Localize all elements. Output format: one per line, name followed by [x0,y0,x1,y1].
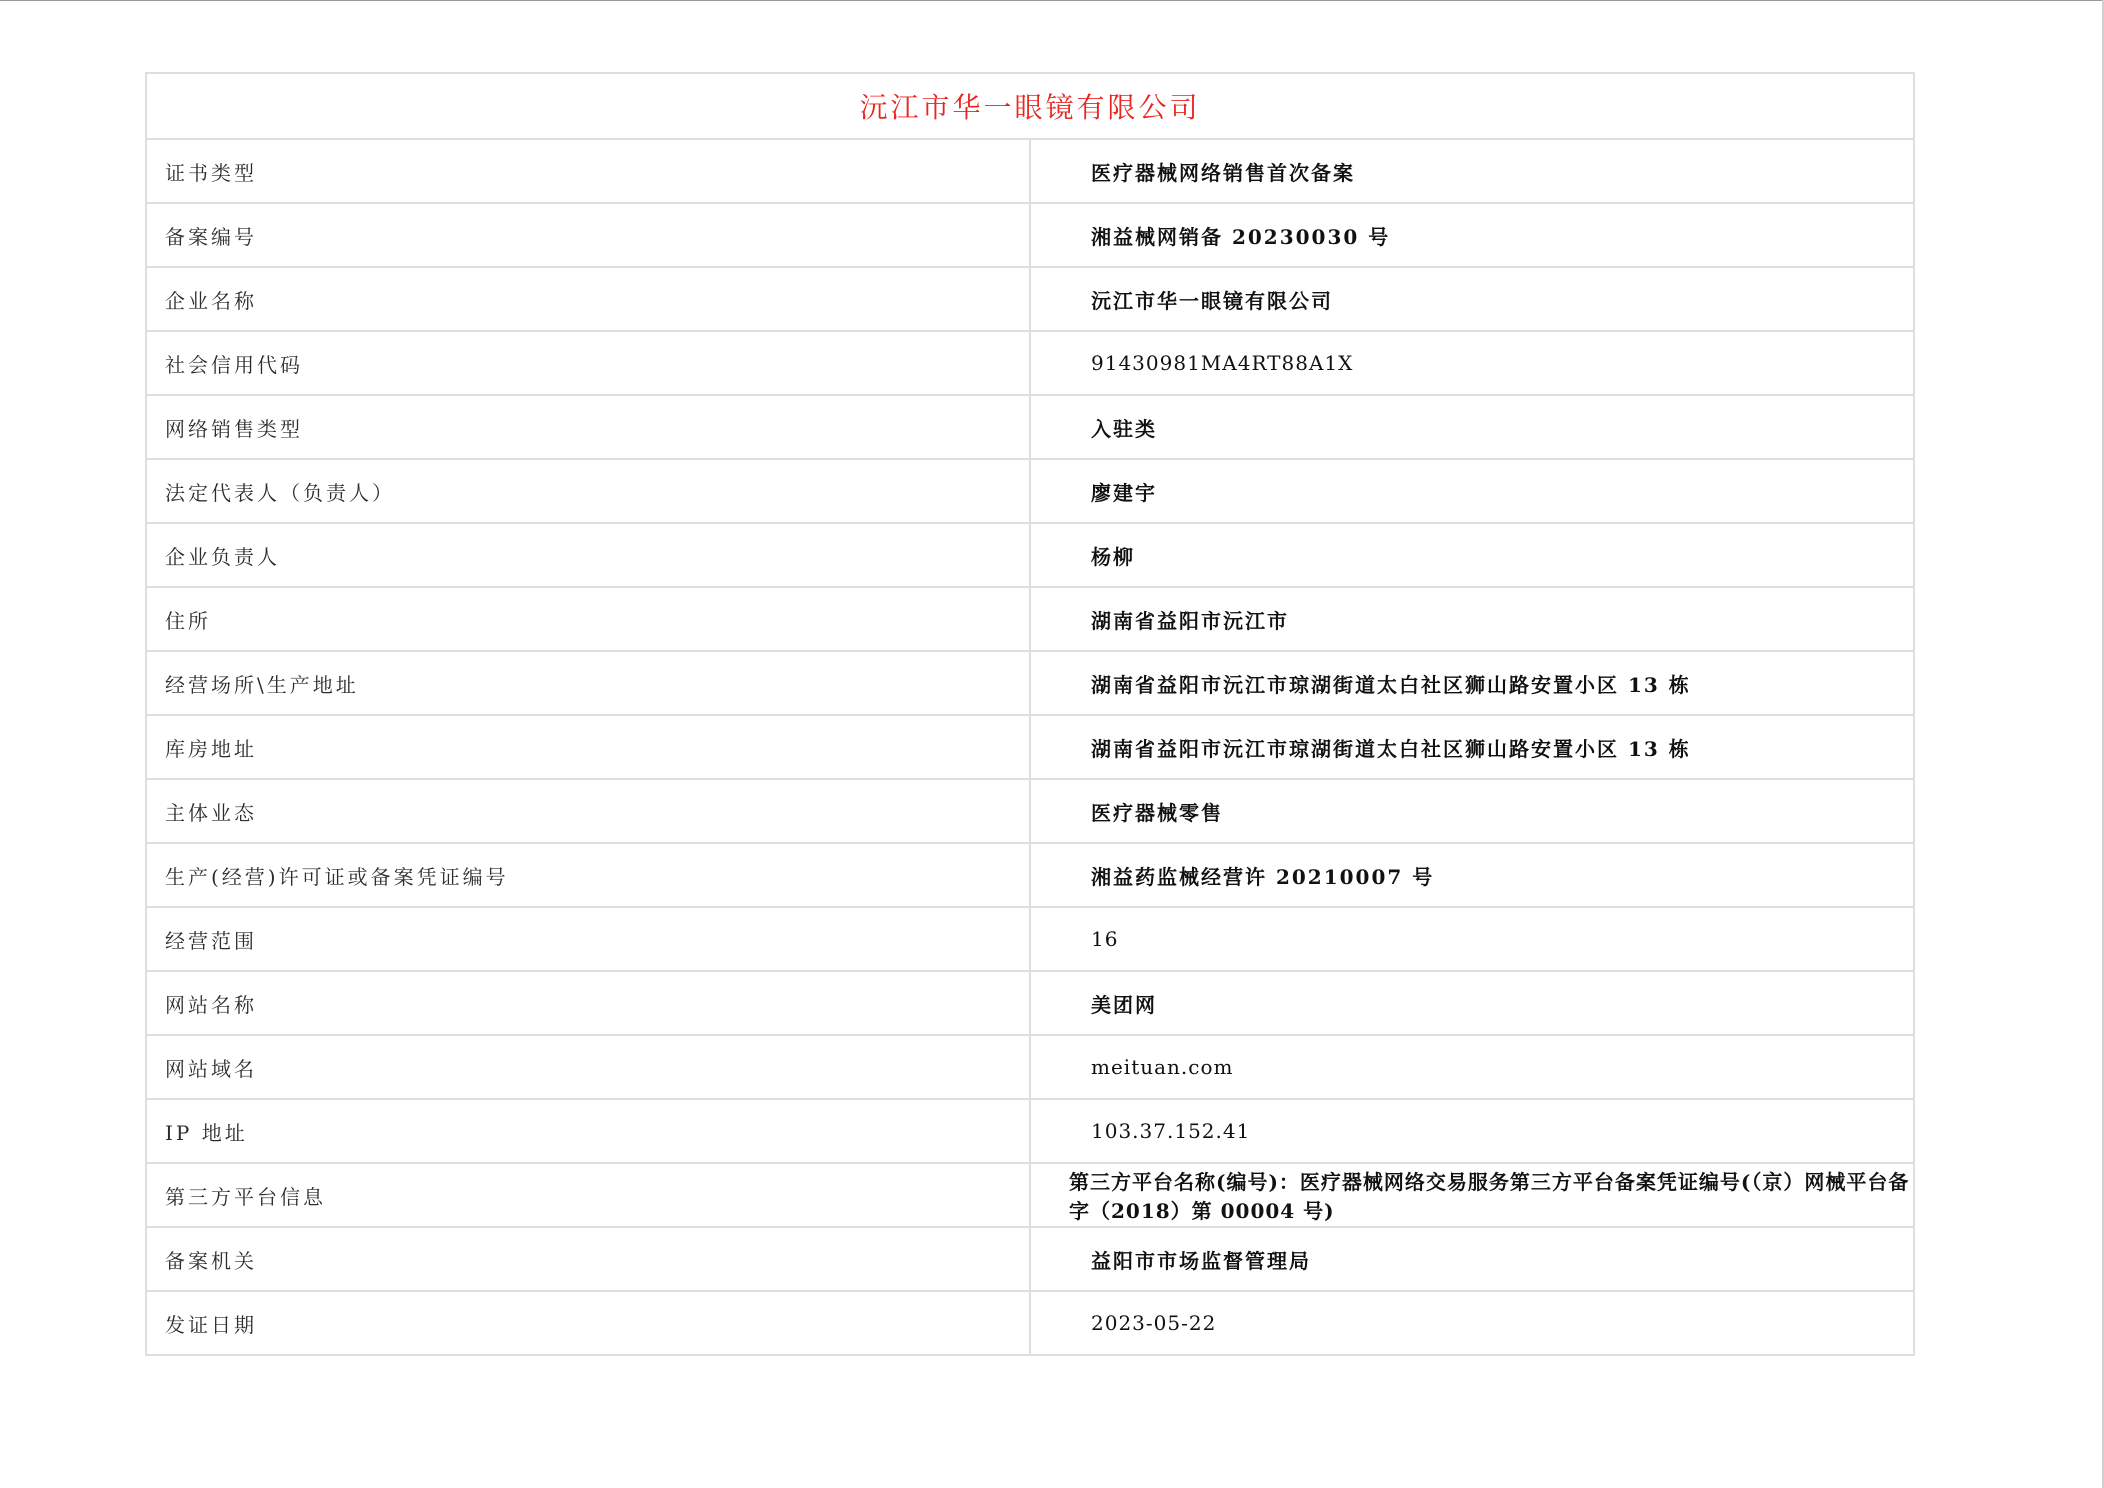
field-value-legal-rep: 廖建宇 [1030,459,1914,523]
field-value-third-party-platform: 第三方平台名称(编号)：医疗器械网络交易服务第三方平台备案凭证编号(（京）网械平台备字（2018）第 00004 号) [1030,1163,1914,1227]
field-label-sales-type: 网络销售类型 [146,395,1030,459]
table-row [146,1099,1914,1163]
table-row [146,843,1914,907]
field-label-company-head: 企业负责人 [146,523,1030,587]
field-label-license-no: 生产(经营)许可证或备案凭证编号 [146,843,1030,907]
field-label-company-name: 企业名称 [146,267,1030,331]
certificate-table [145,72,1915,1356]
field-value-warehouse-address: 湖南省益阳市沅江市琼湖街道太白社区狮山路安置小区 13 栋 [1030,715,1914,779]
field-label-business-scope: 经营范围 [146,907,1030,971]
field-label-warehouse-address: 库房地址 [146,715,1030,779]
field-value-company-name: 沅江市华一眼镜有限公司 [1030,267,1914,331]
table-row [146,203,1914,267]
field-label-record-no: 备案编号 [146,203,1030,267]
field-label-third-party-platform: 第三方平台信息 [146,1163,1030,1227]
field-value-license-no: 湘益药监械经营许 20210007 号 [1030,843,1914,907]
field-label-business-address: 经营场所\生产地址 [146,651,1030,715]
table-row [146,651,1914,715]
field-value-business-form: 医疗器械零售 [1030,779,1914,843]
field-label-legal-rep: 法定代表人（负责人） [146,459,1030,523]
table-row [146,331,1914,395]
table-row [146,907,1914,971]
field-label-website-name: 网站名称 [146,971,1030,1035]
field-value-issue-date: 2023-05-22 [1030,1291,1914,1355]
field-label-credit-code: 社会信用代码 [146,331,1030,395]
table-row [146,395,1914,459]
field-value-sales-type: 入驻类 [1030,395,1914,459]
table-row [146,1163,1914,1227]
field-label-ip-address: IP 地址 [146,1099,1030,1163]
table-row [146,1291,1914,1355]
field-value-website-name: 美团网 [1030,971,1914,1035]
field-value-website-domain: meituan.com [1030,1035,1914,1099]
table-row [146,139,1914,203]
table-row [146,459,1914,523]
field-label-residence: 住所 [146,587,1030,651]
certificate-title: 沅江市华一眼镜有限公司 [146,73,1914,139]
field-value-cert-type: 医疗器械网络销售首次备案 [1030,139,1914,203]
table-row [146,715,1914,779]
field-value-business-address: 湖南省益阳市沅江市琼湖街道太白社区狮山路安置小区 13 栋 [1030,651,1914,715]
field-label-website-domain: 网站域名 [146,1035,1030,1099]
table-row [146,779,1914,843]
table-row [146,1227,1914,1291]
field-value-residence: 湖南省益阳市沅江市 [1030,587,1914,651]
field-value-credit-code: 91430981MA4RT88A1X [1030,331,1914,395]
field-value-filing-authority: 益阳市市场监督管理局 [1030,1227,1914,1291]
field-label-cert-type: 证书类型 [146,139,1030,203]
field-value-business-scope: 16 [1030,907,1914,971]
table-row [146,1035,1914,1099]
field-label-issue-date: 发证日期 [146,1291,1030,1355]
field-value-ip-address: 103.37.152.41 [1030,1099,1914,1163]
table-row [146,523,1914,587]
field-label-business-form: 主体业态 [146,779,1030,843]
table-row [146,971,1914,1035]
field-value-company-head: 杨柳 [1030,523,1914,587]
table-row [146,267,1914,331]
field-label-filing-authority: 备案机关 [146,1227,1030,1291]
page-top-rule [0,0,2104,1]
table-row [146,587,1914,651]
field-value-record-no: 湘益械网销备 20230030 号 [1030,203,1914,267]
